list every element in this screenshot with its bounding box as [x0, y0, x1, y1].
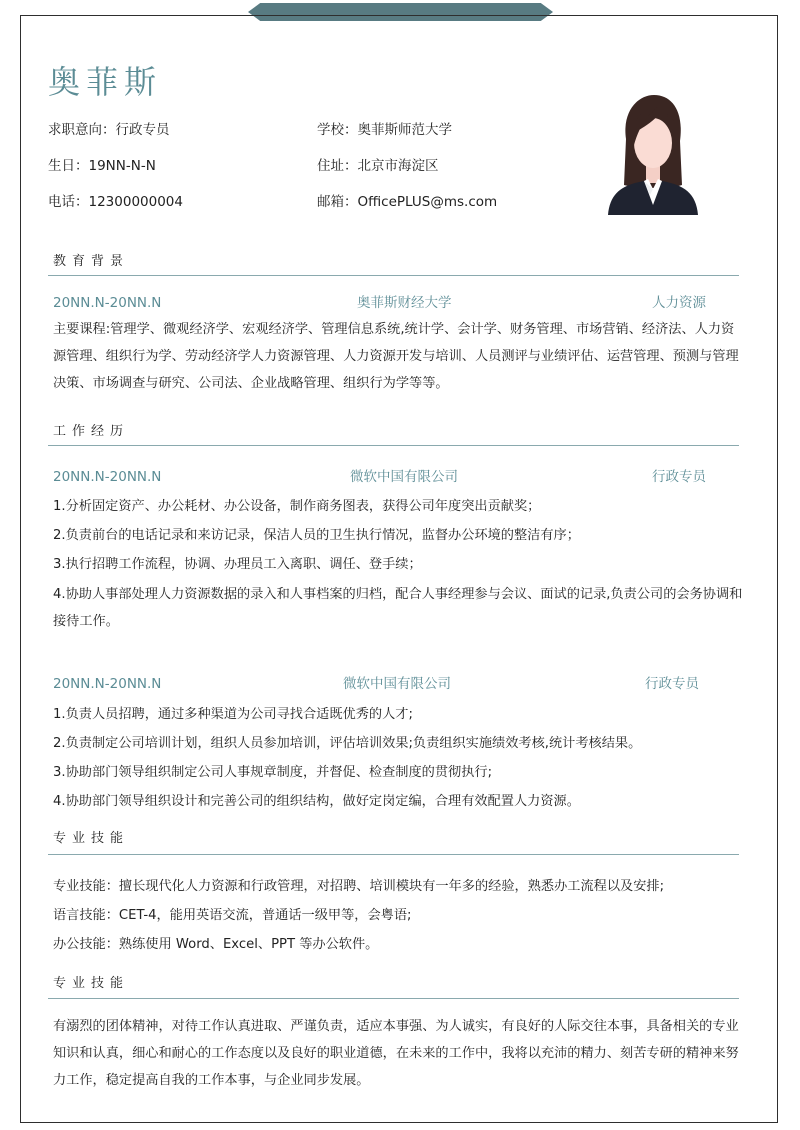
- job1-date: 20NN.N-20NN.N: [53, 469, 162, 485]
- job1-company: 微软中国有限公司: [350, 469, 458, 485]
- birthday: 生日：19NN-N-N: [48, 158, 156, 174]
- phone: 电话：12300000004: [48, 194, 183, 210]
- evaluation-section-title: 专业技能: [53, 976, 130, 991]
- skills-section-title: 专业技能: [53, 831, 130, 846]
- job1-item: 2.负责前台的电话记录和来访记录，保洁人员的卫生执行情况，监督办公环境的整洁有序；: [53, 528, 580, 543]
- work-section-title: 工作经历: [53, 424, 130, 439]
- evaluation-divider: [48, 998, 739, 999]
- skill-item: 办公技能：熟练使用 Word、Excel、PPT 等办公软件。: [53, 937, 379, 952]
- education-school: 奥菲斯财经大学: [357, 295, 452, 311]
- job1-role: 行政专员: [652, 469, 706, 485]
- job1-item: 4.协助人事部处理人力资源数据的录入和人事档案的归档，配合人事经理参与会议、面试的记录,负责公司的会务协调和接待工作。: [53, 587, 743, 629]
- work-divider: [48, 445, 739, 446]
- skill-item: 语言技能：CET-4，能用英语交流，普通话一级甲等，会粤语;: [53, 908, 412, 923]
- education-section-title: 教育背景: [53, 254, 130, 269]
- job2-item: 2.负责制定公司培训计划，组织人员参加培训，评估培训效果;负责组织实施绩效考核,统计考核结果。: [53, 736, 642, 751]
- job2-date: 20NN.N-20NN.N: [53, 676, 162, 692]
- job2-company: 微软中国有限公司: [343, 676, 451, 692]
- school: 学校：奥菲斯师范大学: [317, 122, 452, 138]
- education-courses: 主要课程:管理学、微观经济学、宏观经济学、管理信息系统,统计学、会计学、财务管理、市场营销、经济法、人力资源管理、组织行为学、劳动经济学人力资源管理、人力资源开发与培训、人员测评与业绩评估、运营管理、预测与管理决策、市场调查与研究、公司法、企业战略管理、组织行为学等等。: [53, 322, 739, 391]
- candidate-name: 奥菲斯: [48, 63, 163, 101]
- skills-divider: [48, 854, 739, 855]
- education-major: 人力资源: [652, 295, 706, 311]
- education-divider: [48, 275, 739, 276]
- profile-photo: [604, 81, 700, 215]
- job1-item: 3.执行招聘工作流程，协调、办理员工入离职、调任、登手续；: [53, 557, 422, 572]
- email: 邮箱：OfficePLUS@ms.com: [317, 194, 498, 210]
- job2-item: 4.协助部门领导组织设计和完善公司的组织结构，做好定岗定编，合理有效配置人力资源。: [53, 794, 580, 809]
- education-date: 20NN.N-20NN.N: [53, 295, 162, 311]
- skill-item: 专业技能：擅长现代化人力资源和行政管理，对招聘、培训模块有一年多的经验，熟悉办工流程以及安排;: [53, 879, 665, 894]
- job1-item: 1.分析固定资产、办公耗材、办公设备，制作商务图表，获得公司年度突出贡献奖；: [53, 499, 541, 514]
- job-intent: 求职意向：行政专员: [48, 122, 170, 138]
- evaluation-text: 有溺烈的团体精神，对待工作认真进取、严谨负责，适应本事强、为人诚实，有良好的人际交往本事，具备相关的专业知识和认真，细心和耐心的工作态度以及良好的职业道德，在未来的工作中，我将以充沛的精力、刻苦专研的精神来努力工作，稳定提高自我的工作本事，与企业同步发展。: [53, 1019, 739, 1088]
- address: 住址：北京市海淀区: [317, 158, 439, 174]
- job2-role: 行政专员: [645, 676, 699, 692]
- job2-item: 3.协助部门领导组织制定公司人事规章制度，并督促、检查制度的贯彻执行;: [53, 765, 493, 780]
- job2-item: 1.负责人员招聘，通过多种渠道为公司寻找合适既优秀的人才;: [53, 707, 413, 722]
